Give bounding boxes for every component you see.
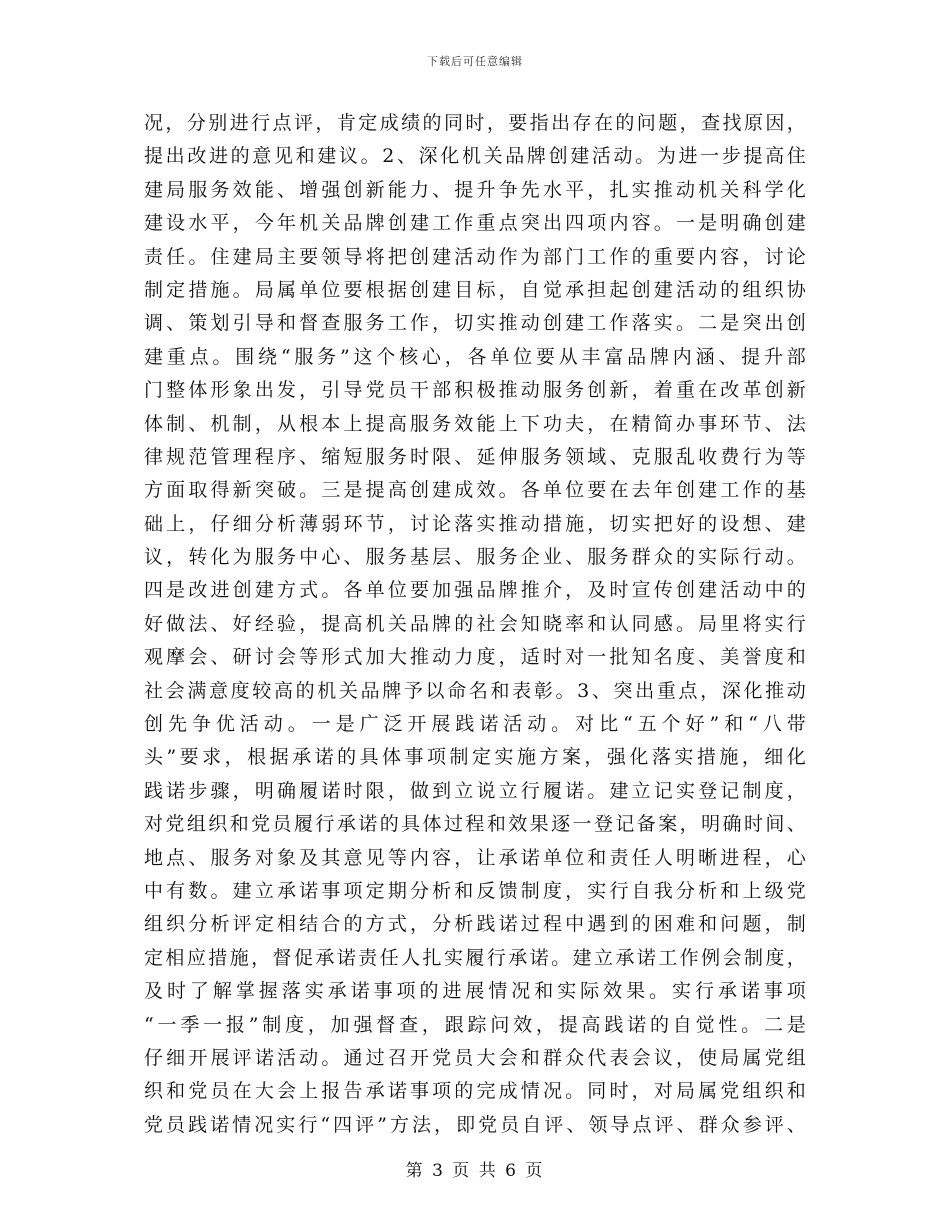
text-line: 方面取得新突破。三是提高创建成效。各单位要在去年创建工作的基: [144, 479, 806, 502]
text-line: 地点、服务对象及其意见等内容，让承诺单位和责任人明晰进程，心: [144, 846, 806, 869]
text-line: “一季一报”制度，加强督查，跟踪问效，提高践诺的自觉性。二是: [144, 1013, 806, 1036]
text-line: 制定措施。局属单位要根据创建目标，自觉承担起创建活动的组织协: [144, 278, 806, 301]
body-text: [144, 107, 806, 1142]
text-line: 党员践诺情况实行“四评”方法，即党员自评、领导点评、群众参评、: [144, 1113, 806, 1136]
text-line: 中有数。建立承诺事项定期分析和反馈制度，实行自我分析和上级党: [144, 879, 806, 902]
text-line: 提出改进的意见和建议。2、深化机关品牌创建活动。为进一步提高住: [144, 145, 806, 168]
text-line: 对党组织和党员履行承诺的具体过程和效果逐一登记备案，明确时间、: [144, 813, 806, 836]
text-line: 定相应措施，督促承诺责任人扎实履行承诺。建立承诺工作例会制度，: [144, 946, 806, 969]
text-line: 观摩会、研讨会等形式加大推动力度，适时对一批知名度、美誉度和: [144, 646, 806, 669]
text-line: 好做法、好经验，提高机关品牌的社会知晓率和认同感。局里将实行: [144, 612, 806, 635]
text-line: 门整体形象出发，引导党员干部积极推动服务创新，着重在改革创新: [144, 379, 806, 402]
text-line: 建重点。围绕“服务”这个核心，各单位要从丰富品牌内涵、提升部: [144, 345, 806, 368]
text-line: 践诺步骤，明确履诺时限，做到立说立行履诺。建立记实登记制度，: [144, 779, 806, 802]
text-line: 及时了解掌握落实承诺事项的进展情况和实际效果。实行承诺事项: [144, 980, 806, 1003]
page-number: 第 3 页 共 6 页: [405, 1161, 545, 1181]
text-line: 础上，仔细分析薄弱环节，讨论落实推动措施，切实把好的设想、建: [144, 512, 806, 535]
page-header: 下载后可任意编辑: [427, 55, 523, 68]
text-line: 织和党员在大会上报告承诺事项的完成情况。同时，对局属党组织和: [144, 1080, 806, 1103]
text-line: 责任。住建局主要领导将把创建活动作为部门工作的重要内容，讨论: [144, 245, 806, 268]
text-line: 议，转化为服务中心、服务基层、服务企业、服务群众的实际行动。: [144, 546, 806, 569]
text-line: 建局服务效能、增强创新能力、提升争先水平，扎实推动机关科学化: [144, 178, 806, 201]
text-line: 四是改进创建方式。各单位要加强品牌推介，及时宣传创建活动中的: [144, 579, 806, 602]
text-line: 社会满意度较高的机关品牌予以命名和表彰。3、突出重点，深化推动: [144, 679, 806, 702]
text-line: 调、策划引导和督查服务工作，切实推动创建工作落实。二是突出创: [144, 312, 806, 335]
text-line: 律规范管理程序、缩短服务时限、延伸服务领域、克服乱收费行为等: [144, 445, 806, 468]
text-line: 创先争优活动。一是广泛开展践诺活动。对比“五个好”和“八带: [144, 713, 806, 736]
text-line: 建设水平，今年机关品牌创建工作重点突出四项内容。一是明确创建: [144, 212, 806, 235]
text-line: 体制、机制，从根本上提高服务效能上下功夫，在精简办事环节、法: [144, 412, 806, 435]
text-line: 头”要求，根据承诺的具体事项制定实施方案，强化落实措施，细化: [144, 746, 806, 769]
text-line: 仔细开展评诺活动。通过召开党员大会和群众代表会议，使局属党组: [144, 1046, 806, 1069]
text-line: 组织分析评定相结合的方式，分析践诺过程中遇到的困难和问题，制: [144, 913, 806, 936]
text-line: 况，分别进行点评，肯定成绩的同时，要指出存在的问题，查找原因，: [144, 112, 806, 134]
